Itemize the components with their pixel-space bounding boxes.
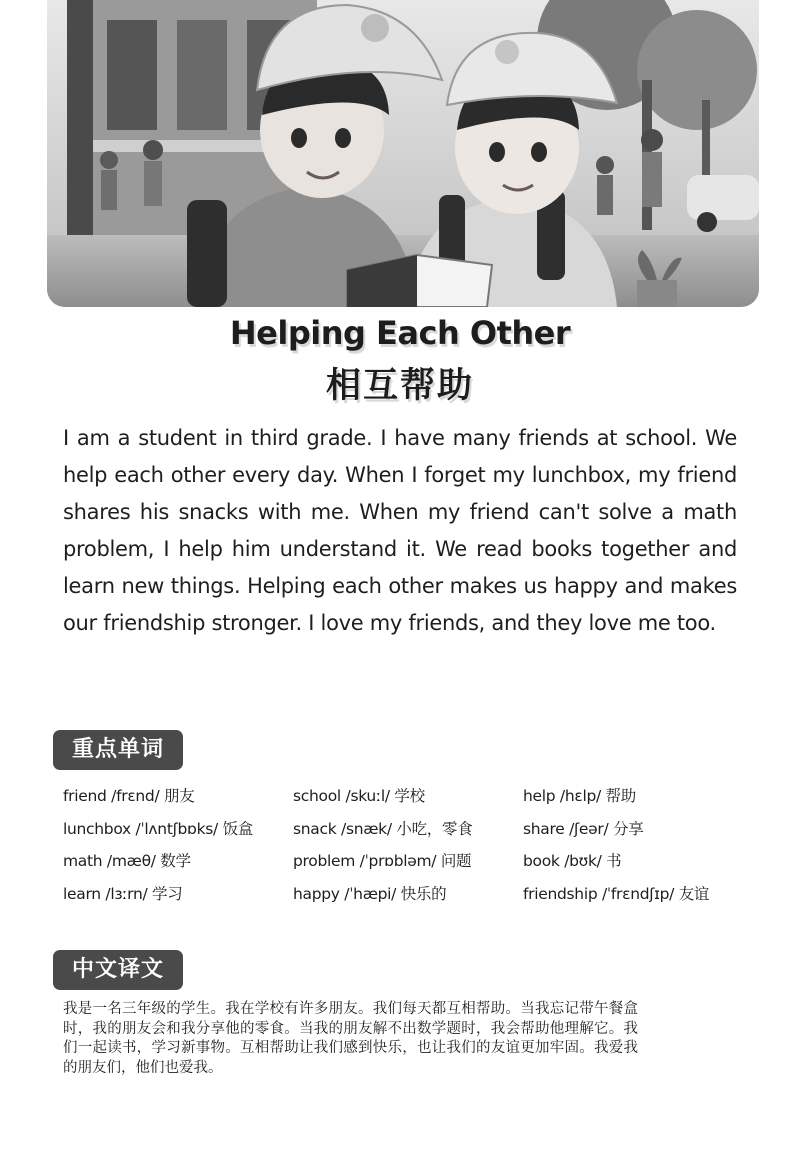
story-paragraph: I am a student in third grade. I have many friends at school. We help each other every day. When I forget my lunchbox, my friend shares his snacks with me. When my friend can't solve a math problem, I help him understand it. We read books together and learn new things. Helping each other makes us happy and makes our friendship stronger. I love my friends, and they love me too. bbox=[63, 426, 737, 635]
vocab-item: learn /lɜːrn/ 学习 bbox=[63, 884, 183, 903]
vocab-item: help /hɛlp/ 帮助 bbox=[523, 787, 636, 805]
vocab-item: happy /ˈhæpi/ 快乐的 bbox=[293, 884, 447, 903]
vocab-item: snack /snæk/ 小吃，零食 bbox=[293, 819, 473, 838]
story-illustration bbox=[47, 0, 759, 307]
vocab-item: math /mæθ/ 数学 bbox=[63, 852, 191, 870]
vocab-item: friendship /ˈfrɛndʃɪp/ 友谊 bbox=[523, 884, 710, 903]
vocab-item: lunchbox /ˈlʌntʃbɒks/ 饭盒 bbox=[63, 819, 253, 838]
translation-paragraph: 我是一名三年级的学生。我在学校有许多朋友。我们每天都互相帮助。当我忘记带午餐盒时，我的朋友会和我分享他的零食。当我的朋友解不出数学题时，我会帮助他理解它。我们一起读书，学习新事物。互相帮助让我们感到快乐，也让我们的友谊更加牢固。我爱我的朋友们，他们也爱我。 bbox=[63, 1001, 638, 1076]
vocab-item: book /bʊk/ 书 bbox=[523, 852, 622, 870]
translation-section-tag: 中文译文 bbox=[53, 950, 183, 990]
vocab-item: share /ʃeər/ 分享 bbox=[523, 819, 644, 838]
vocab-list bbox=[63, 783, 763, 913]
title-chinese: 相互帮助 bbox=[325, 366, 474, 406]
vocab-item: school /skuːl/ 学校 bbox=[293, 787, 425, 805]
vocab-item: friend /frɛnd/ 朋友 bbox=[63, 787, 195, 805]
vocab-section-tag: 重点单词 bbox=[53, 730, 183, 770]
title-english: Helping Each Other bbox=[229, 314, 571, 352]
vocab-item: problem /ˈprɒbləm/ 问题 bbox=[293, 852, 472, 870]
two-boys-reading-illustration bbox=[47, 0, 759, 307]
